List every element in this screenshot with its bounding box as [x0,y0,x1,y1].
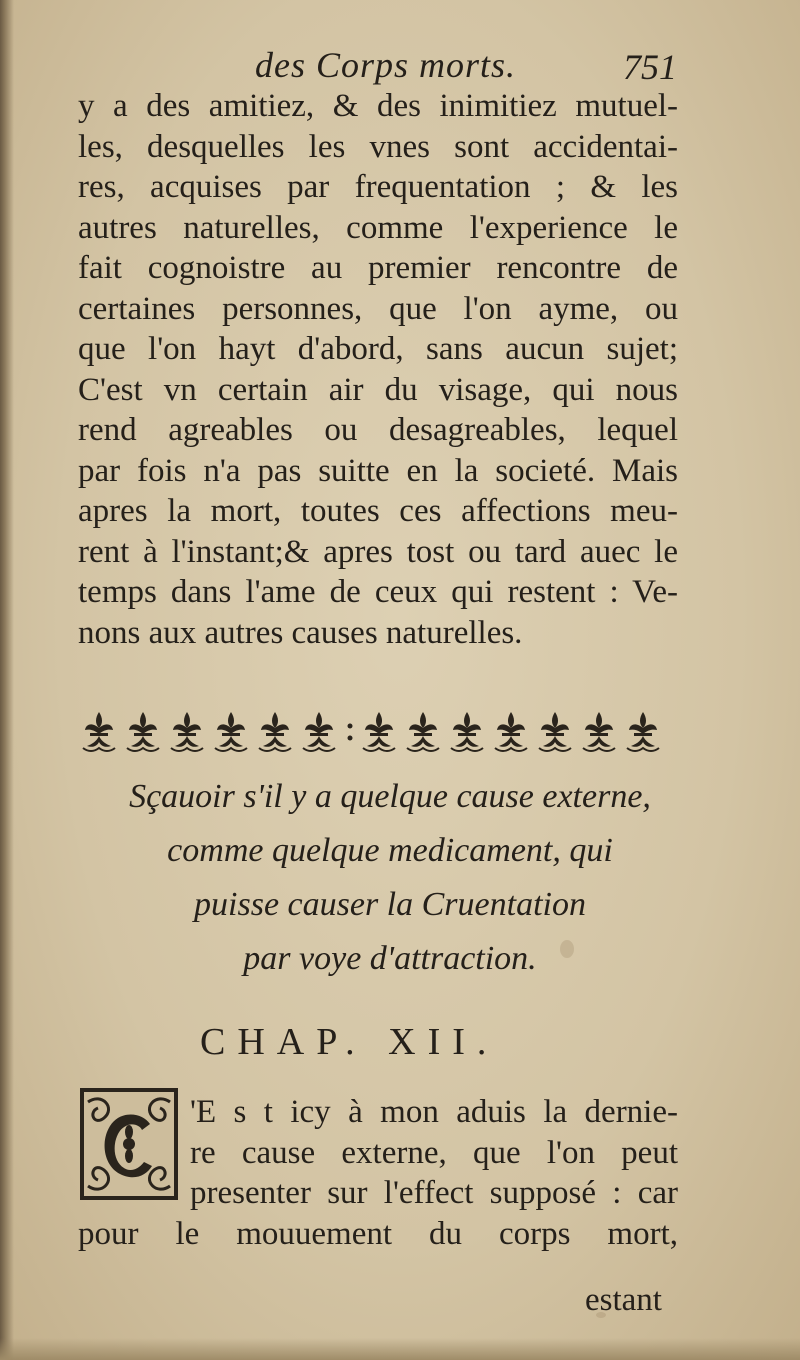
text-line: nons aux autres causes naturelles. [78,614,523,651]
text-line: fait cognoistre au premier rencontre de [78,250,678,286]
body-paragraph [78,86,678,653]
text-line: autres naturelles, comme l'experience le [78,209,678,246]
text-line: que l'on hayt d'abord, sans aucun sujet; [78,331,678,367]
text-line: rent à l'instant;& apres tost ou tard auec le [78,533,678,570]
fleuron-ornament-band [80,706,682,754]
page-binding-edge [0,0,14,1360]
text-line: pour le mouuement du corps mort, [78,1215,678,1252]
text-line: presenter sur l'effect supposé : car [190,1175,678,1211]
text-line: res, acquises par frequentation ; & les [78,169,678,205]
text-line: C'est vn certain air du visage, qui nous [78,371,678,408]
text-line: les, desquelles les vnes sont accidentai- [78,128,678,165]
subtitle-line: Sçauoir s'il y a quelque cause externe, [129,778,651,815]
subtitle-line: comme quelque medicament, qui [167,832,613,869]
text-line: 'E s t icy à mon aduis la dernie- [190,1094,678,1130]
page-number: 751 [623,47,677,87]
running-title: des Corps morts. [255,45,517,85]
chapter-heading: CHAP. XII. [200,1021,499,1063]
text-line: re cause externe, que l'on peut [190,1134,678,1171]
subtitle-line: puisse causer la Cruentation [194,886,586,923]
text-line: certaines personnes, que l'on ayme, ou [78,290,678,327]
text-line: temps dans l'ame de ceux qui restent : Ve- [78,574,678,610]
text-line: y a des amitiez, & des inimitiez mutuel- [78,88,678,124]
page-bottom-edge [0,1338,800,1360]
text-line: par fois n'a pas suitte en la societé. Mais [78,452,678,489]
catchword: estant [585,1282,662,1318]
text-line: rend agreables ou desagreables, lequel [78,412,678,448]
subtitle-line: par voye d'attraction. [243,940,537,977]
text-line: apres la mort, toutes ces affections meu- [78,493,678,529]
chapter-subtitle [60,770,720,986]
chapter-paragraph [78,1092,678,1254]
